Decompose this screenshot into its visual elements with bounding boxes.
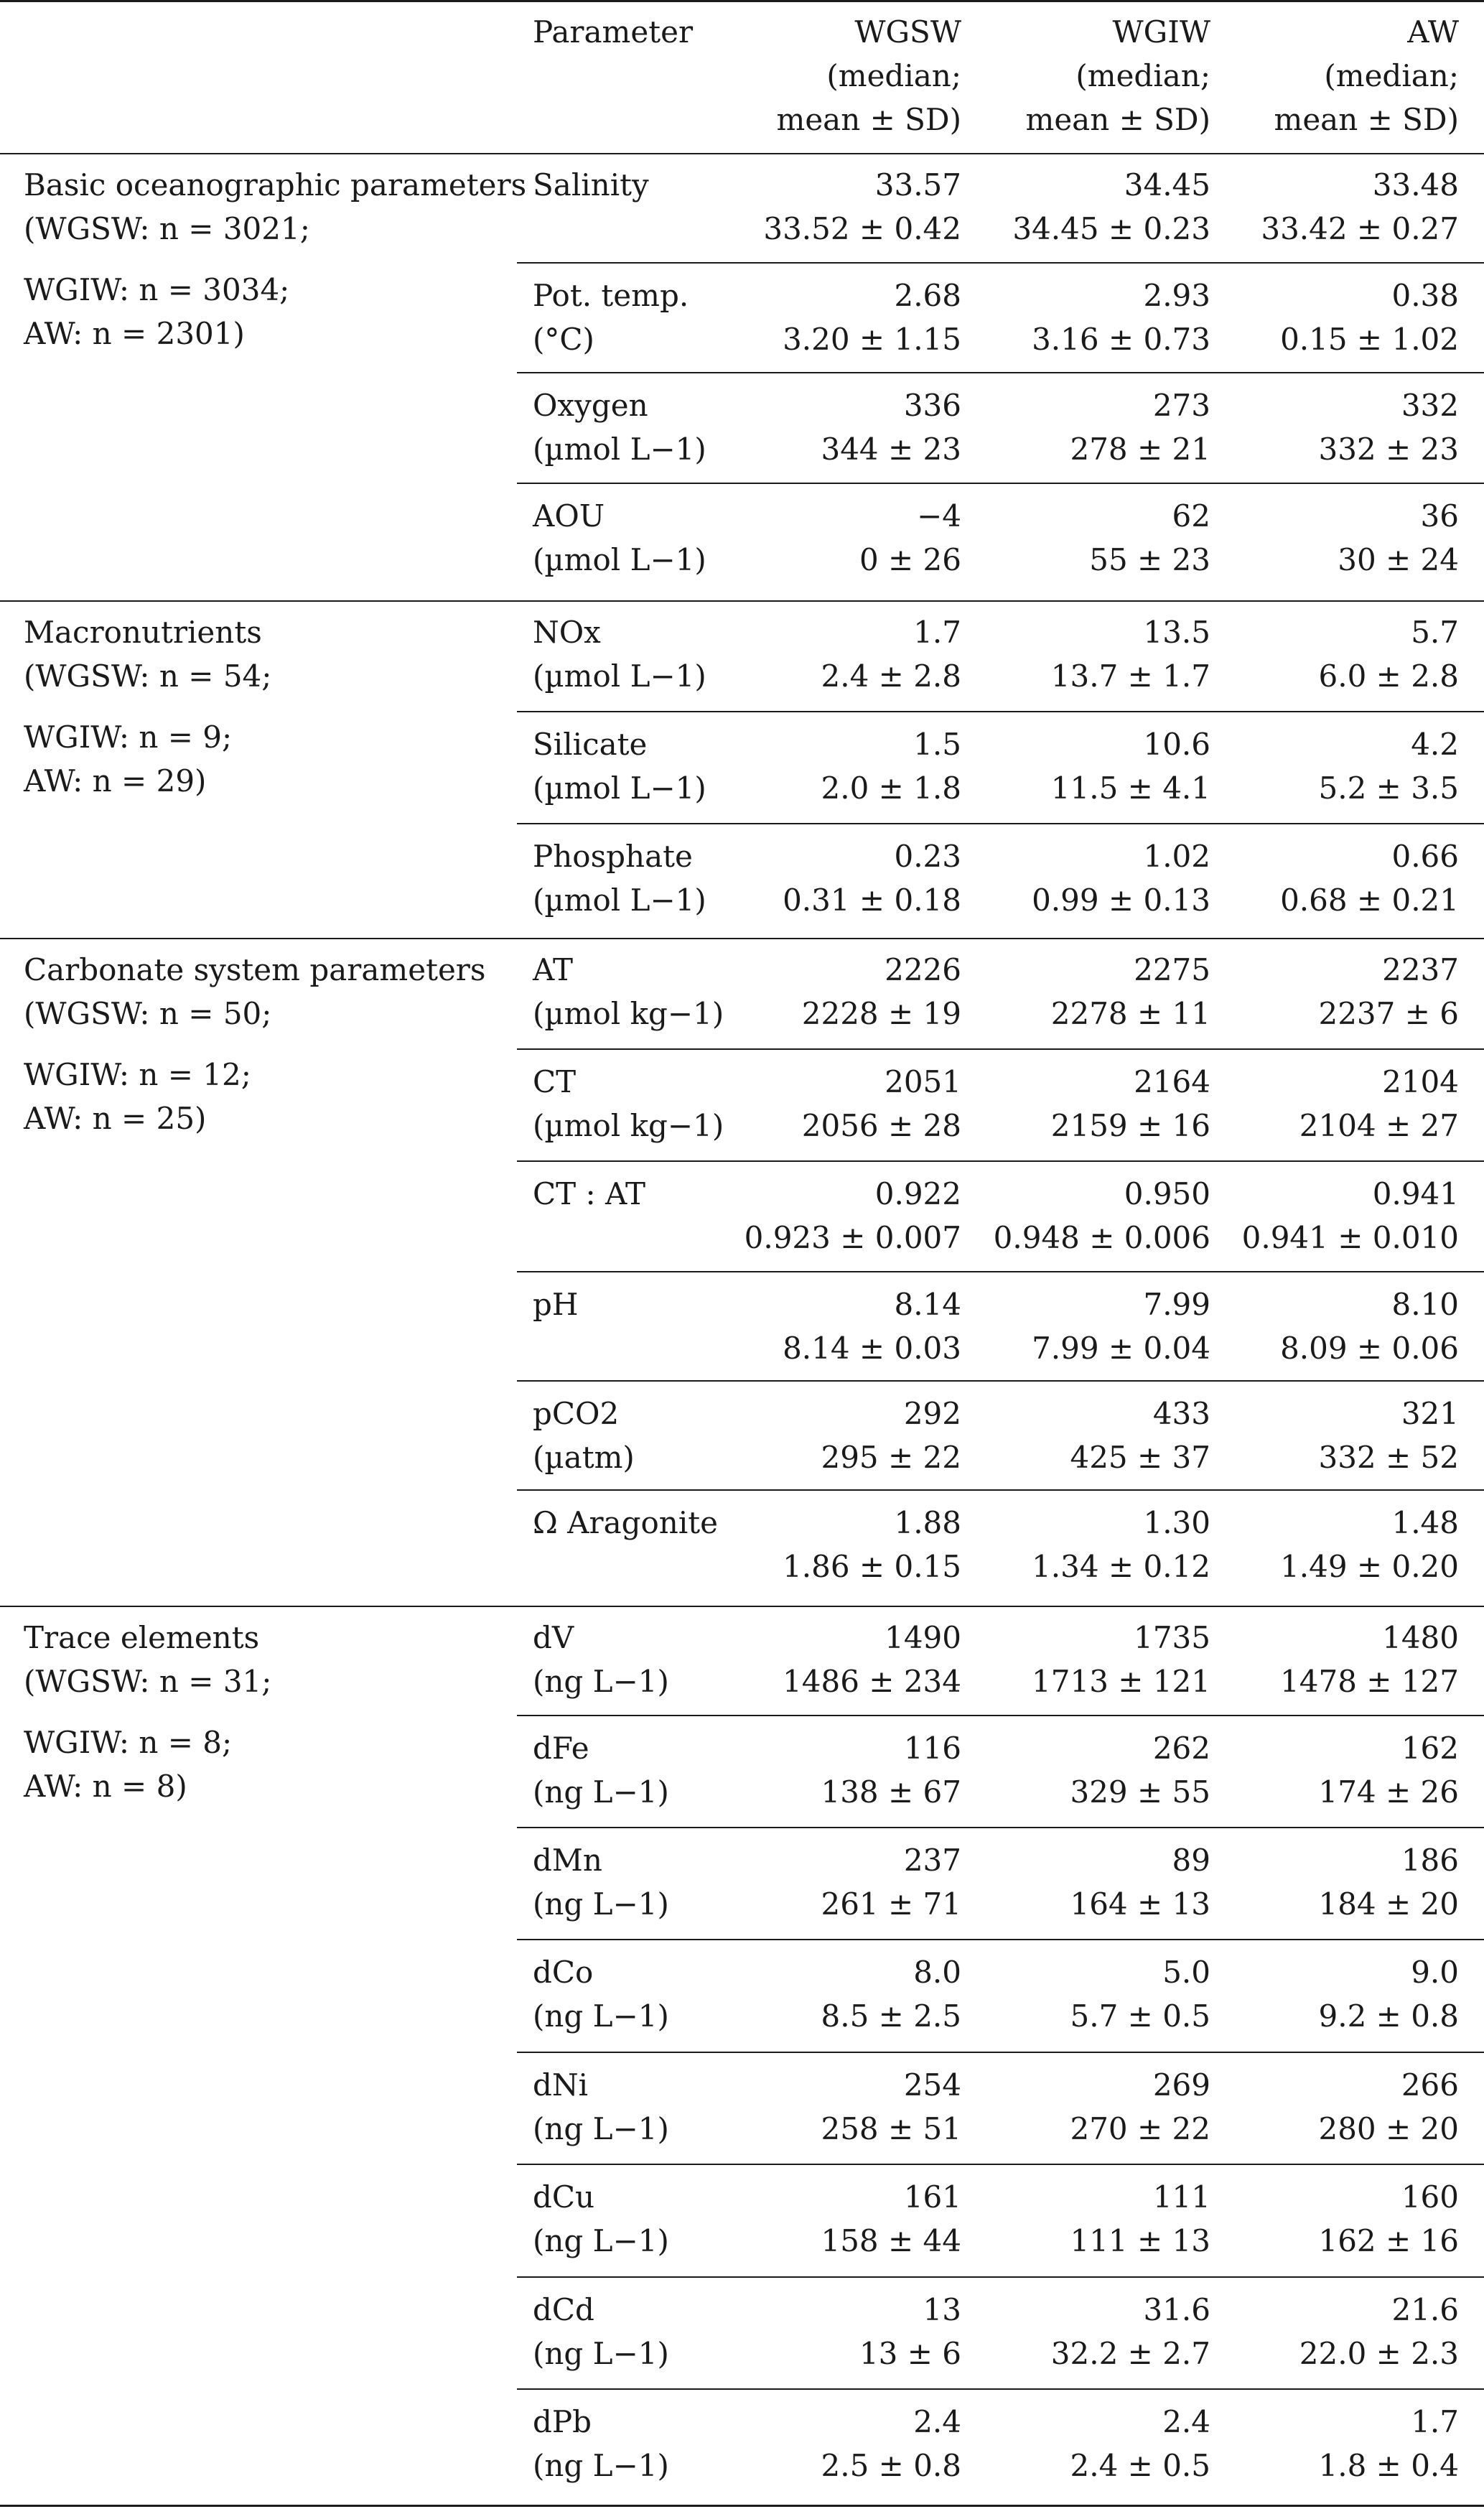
mean-sd-value: 162 ± 16 [1318,2223,1459,2258]
header-text: (median; [826,58,961,93]
mean-sd-value: 8.09 ± 0.06 [1280,1331,1459,1366]
aw-cell [1211,1838,1459,1926]
median-value: 336 [903,388,961,423]
mean-sd-value: 2104 ± 27 [1299,1108,1459,1143]
mean-sd-value: 3.16 ± 0.73 [1032,322,1210,357]
parameter-unit: (µmol L−1) [533,658,706,694]
median-value: 62 [1172,498,1210,534]
table-row [0,1940,1484,2042]
mean-sd-value: 2159 ± 16 [1050,1108,1210,1143]
table-row [0,824,1484,926]
parameter-unit: (µmol L−1) [533,883,706,918]
wgsw-cell [632,163,961,251]
mean-sd-value: 5.2 ± 3.5 [1318,771,1459,806]
table-row [0,712,1484,814]
mean-sd-value: 2056 ± 28 [801,1108,961,1143]
aw-cell [1211,1172,1459,1260]
median-value: 186 [1401,1843,1459,1878]
mean-sd-value: 0.923 ± 0.007 [744,1220,961,1255]
wgsw-cell [632,1501,961,1588]
median-value: 162 [1401,1731,1459,1766]
parameter-name: CT : AT [533,1176,646,1211]
mean-sd-value: 22.0 ± 2.3 [1299,2336,1459,2371]
table-row [0,1382,1484,1484]
parameter-name: Pot. temp. [533,278,689,313]
table-row [0,2390,1484,2492]
mean-sd-value: 34.45 ± 0.23 [1012,211,1210,246]
median-value: 237 [903,1843,961,1878]
wgiw-cell [962,1392,1210,1479]
wgiw-cell [962,1616,1210,1703]
sample-count: WGIW: n = 3034; [24,272,290,307]
parameter-name: dV [533,1620,574,1655]
median-value: 2.68 [894,278,961,313]
mean-sd-value: 0.941 ± 0.010 [1241,1220,1459,1255]
median-value: 2.93 [1143,278,1210,313]
sample-count: WGIW: n = 9; [24,720,233,755]
median-value: 111 [1152,2179,1210,2215]
header-text: Parameter [533,14,694,50]
header-text: mean ± SD) [1274,102,1459,137]
mean-sd-value: 1.49 ± 0.20 [1280,1549,1459,1584]
mean-sd-value: 2.4 ± 0.5 [1070,2448,1210,2483]
wgiw-cell [962,948,1210,1035]
parameter-name: Salinity [533,167,649,203]
median-value: 21.6 [1391,2292,1459,2327]
median-value: 8.0 [913,1955,961,1990]
table-row [0,1162,1484,1264]
median-value: 1735 [1134,1620,1210,1655]
median-value: 0.950 [1124,1176,1210,1211]
header-aw [1211,10,1459,141]
parameter-unit: (µmol L−1) [533,432,706,467]
sample-count: (WGSW: n = 3021; [24,211,310,246]
median-value: 0.922 [874,1176,961,1211]
median-value: 2.4 [913,2404,961,2439]
median-value: 31.6 [1143,2292,1210,2327]
parameter-name: pCO2 [533,1396,620,1431]
wgiw-cell [962,163,1210,251]
median-value: 292 [903,1396,961,1431]
mean-sd-value: 2237 ± 6 [1318,996,1459,1031]
group-title: Basic oceanographic parameters [24,167,527,203]
median-value: 433 [1152,1396,1210,1431]
parameter-unit: (µmol kg−1) [533,1108,724,1143]
median-value: 321 [1401,1396,1459,1431]
wgiw-cell [962,1950,1210,2038]
mean-sd-value: 11.5 ± 4.1 [1050,771,1210,806]
parameter-unit: (µmol kg−1) [533,996,724,1031]
aw-cell [1211,1283,1459,1370]
median-value: 161 [903,2179,961,2215]
median-value: 89 [1172,1843,1210,1878]
mean-sd-value: 1.8 ± 0.4 [1318,2448,1459,2483]
wgiw-cell [962,2288,1210,2375]
mean-sd-value: 1478 ± 127 [1280,1664,1459,1699]
median-value: 8.14 [894,1287,961,1322]
mean-sd-value: 0.15 ± 1.02 [1280,322,1459,357]
wgiw-cell [962,834,1210,922]
parameter-name: Ω Aragonite [533,1505,719,1540]
mean-sd-value: 33.52 ± 0.42 [763,211,961,246]
median-value: 1.02 [1143,839,1210,874]
parameter-unit: (ng L−1) [533,2336,669,2371]
aw-cell [1211,1392,1459,1479]
median-value: 10.6 [1143,727,1210,762]
mean-sd-value: 2.0 ± 1.8 [821,771,961,806]
mean-sd-value: 174 ± 26 [1318,1774,1459,1810]
median-value: −4 [917,498,961,534]
mean-sd-value: 13.7 ± 1.7 [1050,658,1210,694]
median-value: 332 [1401,388,1459,423]
median-value: 2237 [1382,952,1459,987]
median-value: 5.7 [1411,615,1459,650]
mean-sd-value: 2.5 ± 0.8 [821,2448,961,2483]
mean-sd-value: 3.20 ± 1.15 [783,322,961,357]
median-value: 0.23 [894,839,961,874]
sample-count: (WGSW: n = 50; [24,996,272,1031]
parameter-unit: (ng L−1) [533,2448,669,2483]
mean-sd-value: 0.68 ± 0.21 [1280,883,1459,918]
median-value: 4.2 [1411,727,1459,762]
median-value: 33.57 [874,167,961,203]
aw-cell [1211,2400,1459,2487]
mean-sd-value: 8.14 ± 0.03 [783,1331,961,1366]
median-value: 262 [1152,1731,1210,1766]
mean-sd-value: 13 ± 6 [859,2336,961,2371]
median-value: 1.7 [1411,2404,1459,2439]
table-row [0,1272,1484,1374]
header-text: (median; [1324,58,1459,93]
parameter-name: Oxygen [533,388,648,423]
parameter-unit: (°C) [533,322,594,357]
median-value: 2104 [1382,1064,1459,1099]
mean-sd-value: 280 ± 20 [1318,2111,1459,2146]
mean-sd-value: 344 ± 23 [821,432,961,467]
header-wgiw [962,10,1210,141]
group-title: Macronutrients [24,615,262,650]
median-value: 2.4 [1162,2404,1210,2439]
wgiw-cell [962,2063,1210,2151]
wgsw-cell [632,610,961,698]
mean-sd-value: 6.0 ± 2.8 [1318,658,1459,694]
parameter-name: dCd [533,2292,594,2327]
median-value: 34.45 [1124,167,1210,203]
aw-cell [1211,2175,1459,2263]
median-value: 273 [1152,388,1210,423]
median-value: 2164 [1134,1064,1210,1099]
median-value: 266 [1401,2067,1459,2103]
table-row [0,1050,1484,1152]
wgiw-cell [962,610,1210,698]
aw-cell [1211,383,1459,471]
mean-sd-value: 184 ± 20 [1318,1886,1459,1922]
wgsw-cell [632,1838,961,1926]
parameter-unit: (ng L−1) [533,2111,669,2146]
median-value: 2275 [1134,952,1210,987]
group-title: Trace elements [24,1620,260,1655]
parameter-unit: (µatm) [533,1440,635,1475]
median-value: 116 [903,1731,961,1766]
wgiw-cell [962,2400,1210,2487]
aw-cell [1211,1726,1459,1814]
parameter-name: dMn [533,1843,602,1878]
mean-sd-value: 32.2 ± 2.7 [1050,2336,1210,2371]
median-value: 9.0 [1411,1955,1459,1990]
aw-cell [1211,1616,1459,1703]
median-value: 36 [1420,498,1459,534]
wgsw-cell [632,274,961,361]
wgsw-cell [632,1172,961,1260]
median-value: 0.38 [1391,278,1459,313]
median-value: 269 [1152,2067,1210,2103]
parameter-unit: (ng L−1) [533,1774,669,1810]
mean-sd-value: 2228 ± 19 [801,996,961,1031]
parameter-name: NOx [533,615,601,650]
aw-cell [1211,2288,1459,2375]
mean-sd-value: 33.42 ± 0.27 [1261,211,1459,246]
mean-sd-value: 332 ± 23 [1318,432,1459,467]
mean-sd-value: 2.4 ± 2.8 [821,658,961,694]
sample-count: (WGSW: n = 54; [24,658,272,694]
sample-count: AW: n = 29) [24,763,207,799]
wgiw-cell [962,1501,1210,1588]
parameter-unit: (µmol L−1) [533,771,706,806]
header-text: (median; [1075,58,1210,93]
parameter-name: AT [533,952,574,987]
header-text: mean ± SD) [776,102,961,137]
mean-sd-value: 278 ± 21 [1070,432,1210,467]
parameter-name: dPb [533,2404,592,2439]
table-row [0,2053,1484,2155]
table-row [0,373,1484,475]
aw-cell [1211,1950,1459,2038]
median-value: 1.88 [894,1505,961,1540]
wgiw-cell [962,1838,1210,1926]
wgiw-cell [962,722,1210,810]
wgsw-cell [632,1616,961,1703]
table-row [0,600,1484,702]
mean-sd-value: 138 ± 67 [821,1774,961,1810]
sample-count: AW: n = 2301) [24,316,245,351]
aw-cell [1211,722,1459,810]
wgsw-cell [632,834,961,922]
table-bottom-rule [0,2505,1484,2507]
wgsw-cell [632,1392,961,1479]
median-value: 1.7 [913,615,961,650]
wgsw-cell [632,1060,961,1148]
parameter-name: Silicate [533,727,648,762]
mean-sd-value: 258 ± 51 [821,2111,961,2146]
mean-sd-value: 329 ± 55 [1070,1774,1210,1810]
wgiw-cell [962,1726,1210,1814]
wgsw-cell [632,1950,961,2038]
mean-sd-value: 8.5 ± 2.5 [821,1998,961,2034]
mean-sd-value: 164 ± 13 [1070,1886,1210,1922]
wgiw-cell [962,2175,1210,2263]
sample-count: AW: n = 25) [24,1101,207,1136]
median-value: 7.99 [1143,1287,1210,1322]
wgiw-cell [962,1060,1210,1148]
parameter-name: dCo [533,1955,594,1990]
parameter-unit: (ng L−1) [533,1998,669,2034]
mean-sd-value: 1713 ± 121 [1032,1664,1210,1699]
wgsw-cell [632,1726,961,1814]
mean-sd-value: 0.99 ± 0.13 [1032,883,1210,918]
sample-count: (WGSW: n = 31; [24,1664,272,1699]
wgsw-cell [632,2400,961,2487]
mean-sd-value: 0.948 ± 0.006 [993,1220,1210,1255]
parameter-name: pH [533,1287,579,1322]
parameter-cell [533,1172,645,1216]
table-row [0,484,1484,586]
sample-count: WGIW: n = 8; [24,1725,233,1760]
wgsw-cell [632,494,961,582]
table-row [0,2278,1484,2380]
wgsw-cell [632,1283,961,1370]
parameter-unit: (ng L−1) [533,1886,669,1922]
mean-sd-value: 111 ± 13 [1070,2223,1210,2258]
parameter-unit: (ng L−1) [533,1664,669,1699]
median-value: 0.66 [1391,839,1459,874]
parameter-cell [533,1283,579,1326]
wgiw-cell [962,274,1210,361]
table-row [0,938,1484,1040]
median-value: 254 [903,2067,961,2103]
mean-sd-value: 1.86 ± 0.15 [783,1549,961,1584]
median-value: 1.48 [1391,1505,1459,1540]
table-row [0,153,1484,255]
wgsw-cell [632,2063,961,2151]
parameter-unit: (ng L−1) [533,2223,669,2258]
mean-sd-value: 0.31 ± 0.18 [783,883,961,918]
wgiw-cell [962,1283,1210,1370]
table-row [0,1491,1484,1593]
mean-sd-value: 158 ± 44 [821,2223,961,2258]
mean-sd-value: 30 ± 24 [1338,542,1459,577]
median-value: 5.0 [1162,1955,1210,1990]
table-row [0,1828,1484,1930]
aw-cell [1211,610,1459,698]
parameter-name: CT [533,1064,577,1099]
wgsw-cell [632,2288,961,2375]
sample-count: WGIW: n = 12; [24,1057,251,1092]
mean-sd-value: 295 ± 22 [821,1440,961,1475]
parameter-name: AOU [533,498,605,534]
median-value: 33.48 [1372,167,1459,203]
mean-sd-value: 261 ± 71 [821,1886,961,1922]
wgsw-cell [632,722,961,810]
median-value: 1480 [1382,1620,1459,1655]
table-row [0,1716,1484,1818]
aw-cell [1211,834,1459,922]
mean-sd-value: 5.7 ± 0.5 [1070,1998,1210,2034]
mean-sd-value: 55 ± 23 [1089,542,1210,577]
wgiw-cell [962,383,1210,471]
median-value: 160 [1401,2179,1459,2215]
mean-sd-value: 7.99 ± 0.04 [1032,1331,1210,1366]
table-top-rule [0,0,1484,2]
parameter-name: dFe [533,1731,589,1766]
mean-sd-value: 2278 ± 11 [1050,996,1210,1031]
median-value: 13 [923,2292,961,2327]
wgiw-cell [962,1172,1210,1260]
aw-cell [1211,274,1459,361]
parameter-cell [533,1392,635,1479]
header-text: WGSW [854,14,961,50]
aw-cell [1211,2063,1459,2151]
table-row [0,264,1484,366]
aw-cell [1211,1060,1459,1148]
wgsw-cell [632,948,961,1035]
aw-cell [1211,494,1459,582]
median-value: 13.5 [1143,615,1210,650]
header-wgsw [632,10,961,141]
aw-cell [1211,1501,1459,1588]
mean-sd-value: 0 ± 26 [859,542,961,577]
table-row [0,1606,1484,1708]
mean-sd-value: 425 ± 37 [1070,1440,1210,1475]
aw-cell [1211,948,1459,1035]
wgsw-cell [632,2175,961,2263]
header-text: WGIW [1112,14,1210,50]
mean-sd-value: 1.34 ± 0.12 [1032,1549,1210,1584]
median-value: 0.941 [1372,1176,1459,1211]
parameter-name: dNi [533,2067,589,2103]
median-value: 1.5 [913,727,961,762]
sample-count: AW: n = 8) [24,1769,187,1804]
wgiw-cell [962,494,1210,582]
header-text: mean ± SD) [1025,102,1210,137]
median-value: 8.10 [1391,1287,1459,1322]
median-value: 1.30 [1143,1505,1210,1540]
wgsw-cell [632,383,961,471]
median-value: 1490 [885,1620,961,1655]
parameter-name: Phosphate [533,839,693,874]
median-value: 2051 [885,1064,961,1099]
mean-sd-value: 332 ± 52 [1318,1440,1459,1475]
mean-sd-value: 270 ± 22 [1070,2111,1210,2146]
parameter-unit: (µmol L−1) [533,542,706,577]
aw-cell [1211,163,1459,251]
header-text: AW [1407,14,1459,50]
median-value: 2226 [885,952,961,987]
group-title: Carbonate system parameters [24,952,486,987]
parameter-name: dCu [533,2179,595,2215]
table-row [0,2165,1484,2267]
mean-sd-value: 9.2 ± 0.8 [1318,1998,1459,2034]
mean-sd-value: 1486 ± 234 [783,1664,961,1699]
